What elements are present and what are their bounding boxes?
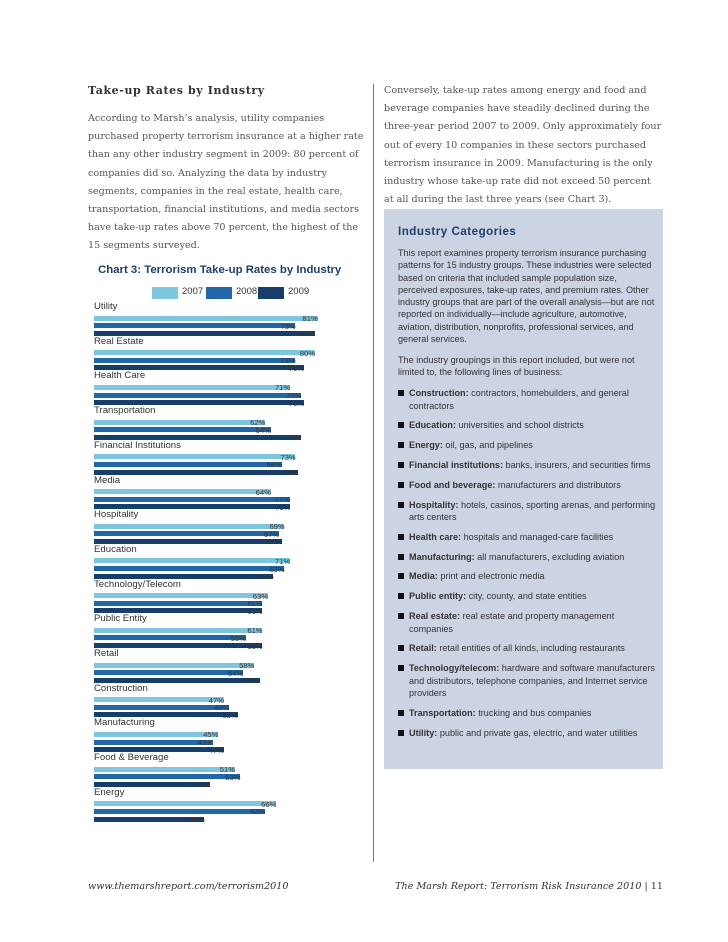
bar-hospitality-2008 <box>94 531 279 536</box>
bar-label-utility-2007: 81% <box>302 314 318 323</box>
footer-separator: | <box>641 881 651 892</box>
industry-description: hospitals and managed-care facilities <box>461 531 614 542</box>
bar-education-2007 <box>94 558 290 563</box>
bar-financial-institutions-2008 <box>94 460 282 470</box>
bar-food-beverage-2008 <box>94 774 240 779</box>
industry-list <box>398 387 660 747</box>
bar-label-energy-2009: 40% <box>189 815 205 824</box>
industry-name: Public entity: <box>409 591 467 602</box>
bar-label-construction-2009: 52% <box>222 710 238 720</box>
industry-description: real estate and property management companies <box>409 611 615 634</box>
bar-label-construction-2008: 49% <box>214 703 230 713</box>
category-label-construction: Construction <box>94 682 148 694</box>
bar-label-financial-institutions-2007: 73% <box>280 452 296 462</box>
bullet-square-icon <box>398 710 404 716</box>
bar-label-media-2007: 64% <box>255 487 271 497</box>
bar-utility-2007 <box>94 316 318 321</box>
bar-construction-2007 <box>94 697 224 702</box>
bar-real-estate-2007 <box>94 350 315 355</box>
bar-label-education-2008: 69% <box>269 564 285 574</box>
bar-label-public-entity-2007: 61% <box>247 626 263 636</box>
bar-financial-institutions-2009 <box>94 470 298 475</box>
bar-label-energy-2008: 62% <box>250 807 266 817</box>
bullet-square-icon <box>398 645 404 651</box>
bar-label-financial-institutions-2009: 74% <box>283 468 299 477</box>
bar-label-transportation-2009: 75% <box>286 433 302 443</box>
industry-name: Energy: <box>409 440 443 451</box>
industry-name: Food and beverage: <box>409 479 496 490</box>
legend-label-2008: 2008 <box>236 286 258 297</box>
bar-label-energy-2007: 66% <box>261 799 277 809</box>
bar-label-construction-2007: 47% <box>208 695 224 705</box>
bullet-square-icon <box>398 482 404 488</box>
bar-label-transportation-2008: 64% <box>255 425 271 435</box>
industry-description: print and electronic media <box>437 571 545 582</box>
sidebar-title: Industry Categories <box>398 225 517 238</box>
industry-description: banks, insurers, and securities firms <box>502 459 651 470</box>
bar-label-financial-institutions-2008: 68% <box>266 460 282 470</box>
bar-label-utility-2009: 80% <box>299 329 315 339</box>
footer-publication <box>395 881 663 892</box>
category-label-energy: Energy <box>94 786 125 798</box>
industry-description: oil, gas, and pipelines <box>442 440 533 451</box>
industry-name: Health care: <box>409 531 462 542</box>
industry-categories-box <box>384 209 663 769</box>
bar-education-2008 <box>94 566 284 571</box>
chart-title: Chart 3: Terrorism Take-up Rates by Industry <box>98 264 342 276</box>
bar-food-beverage-2007 <box>94 765 235 775</box>
bar-public-entity-2008 <box>94 635 246 640</box>
bullet-square-icon <box>398 593 404 599</box>
category-label-financial-institutions: Financial Institutions <box>94 439 181 451</box>
bar-label-public-entity-2009: 61% <box>247 641 263 651</box>
bar-label-media-2008: 71% <box>274 495 291 505</box>
bullet-square-icon <box>398 502 404 508</box>
bar-label-public-entity-2008: 55% <box>230 633 246 643</box>
industry-list-item <box>398 727 660 740</box>
footer-url: www.themarshreport.com/terrorism2010 <box>88 881 289 892</box>
bar-label-hospitality-2009: 68% <box>266 537 282 547</box>
bar-label-utility-2008: 73% <box>280 321 296 331</box>
industry-list-item <box>398 479 660 492</box>
bar-health-care-2008 <box>94 393 301 398</box>
industry-list-item <box>398 419 660 432</box>
industry-description: retail entities of all kinds, including restaurants <box>436 643 625 654</box>
bullet-square-icon <box>398 462 404 468</box>
industry-name: Financial institutions: <box>409 459 503 470</box>
bar-financial-institutions-2007 <box>94 454 295 459</box>
bar-label-hospitality-2008: 67% <box>263 529 280 539</box>
industry-description: contractors, homebuilders, and general contractors <box>409 388 629 411</box>
bar-label-food-beverage-2007: 51% <box>219 765 235 775</box>
bullet-square-icon <box>398 442 404 448</box>
left-paragraph: According to Marsh’s analysis, utility companies purchased property terrorism insurance at a higher rate than any other industry segment in 2009: 80 percent of companies did so. Analyzing the data by industry segments, companies in the real estate, health care, transportation, financial institutions, and media sectors have take-up rates above 70 percent, the highest of the 15 segments surveyed. <box>88 113 364 252</box>
bar-technology-telecom-2007 <box>94 593 268 598</box>
industry-list-item <box>398 662 660 700</box>
industry-name: Transportation: <box>409 708 476 719</box>
bar-label-manufacturing-2007: 45% <box>203 730 219 740</box>
bar-label-technology-telecom-2009: 61% <box>247 606 263 616</box>
bullet-square-icon <box>398 665 404 671</box>
industry-list-item <box>398 551 660 564</box>
bullet-square-icon <box>398 613 404 619</box>
industry-name: Retail: <box>409 643 437 654</box>
footer-publication-title: The Marsh Report: Terrorism Risk Insurance 2010 <box>395 881 642 892</box>
category-label-manufacturing: Manufacturing <box>94 717 155 729</box>
category-label-public-entity: Public Entity <box>94 613 147 625</box>
bar-label-transportation-2007: 62% <box>250 418 266 428</box>
bar-label-media-2009: 71% <box>274 502 291 512</box>
industry-list-item <box>398 459 660 472</box>
industry-list-item <box>398 590 660 603</box>
industry-description: manufacturers and distributors <box>495 479 621 490</box>
category-label-food-beverage: Food & Beverage <box>94 752 169 764</box>
industry-name: Utility: <box>409 727 438 738</box>
bar-label-health-care-2009: 76% <box>288 398 304 408</box>
industry-list-item <box>398 707 660 720</box>
bar-energy-2007 <box>94 801 276 806</box>
bar-label-retail-2009: 60% <box>244 676 260 686</box>
category-label-education: Education <box>94 543 137 555</box>
column-divider <box>373 84 374 862</box>
industry-description: hotels, casinos, sporting arenas, and performing arts centers <box>409 499 656 523</box>
bar-label-hospitality-2007: 69% <box>269 522 285 532</box>
industry-list-item <box>398 610 660 635</box>
bar-label-technology-telecom-2008: 61% <box>247 599 263 609</box>
category-label-technology-telecom: Technology/Telecom <box>94 578 181 590</box>
bar-label-health-care-2008: 75% <box>286 391 302 400</box>
industry-list-item <box>398 499 660 524</box>
category-label-utility: Utility <box>94 301 118 312</box>
bullet-square-icon <box>398 554 404 560</box>
bar-public-entity-2009 <box>94 643 262 648</box>
sidebar-lines-intro: The industry groupings in this report included, but were not limited to, the following lines of business: <box>398 355 635 378</box>
industry-name: Media: <box>409 571 438 582</box>
bar-label-education-2007: 71% <box>274 556 291 566</box>
bar-label-technology-telecom-2007: 63% <box>252 591 269 601</box>
bar-manufacturing-2008 <box>94 740 213 745</box>
bar-retail-2008 <box>94 670 243 675</box>
category-label-media: Media <box>94 474 121 486</box>
chart-bars <box>88 258 368 838</box>
bar-label-real-estate-2008: 73% <box>280 356 296 366</box>
bar-retail-2007 <box>94 663 254 668</box>
bar-label-education-2009: 65% <box>258 572 274 582</box>
bar-label-manufacturing-2008: 43% <box>197 738 213 747</box>
bullet-square-icon <box>398 730 404 736</box>
industry-list-item <box>398 642 660 655</box>
category-label-real-estate: Real Estate <box>94 335 144 347</box>
category-label-transportation: Transportation <box>94 405 156 417</box>
takeup-chart <box>88 258 368 838</box>
industry-list-item <box>398 439 660 452</box>
industry-name: Construction: <box>409 388 469 398</box>
industry-description: universities and school districts <box>455 420 584 431</box>
industry-description: public and private gas, electric, and water utilities <box>437 727 638 738</box>
bar-label-real-estate-2009: 76% <box>288 363 304 373</box>
industry-description: hardware and software manufacturers and distributors, telephone companies, and Internet service providers <box>409 663 655 699</box>
right-paragraph: Conversely, take-up rates among energy and food and beverage companies have steadily declined during the three-year period 2007 to 2009. Only approximately four out of every 10 companies in these sectors purchased terrorism insurance in 2009. Manufacturing is the only industry whose take-up rate did not exceed 50 percent at all during the last three years (see Chart 3). <box>384 85 662 206</box>
bar-label-food-beverage-2008: 53% <box>225 772 241 782</box>
bar-label-food-beverage-2009: 42% <box>194 780 211 790</box>
legend-label-2009: 2009 <box>288 286 310 297</box>
bar-utility-2008 <box>94 323 295 328</box>
bar-energy-2009 <box>94 817 204 822</box>
bar-label-manufacturing-2009: 47% <box>208 745 224 755</box>
industry-description: city, county, and state entities <box>466 591 587 602</box>
bullet-square-icon <box>398 422 404 428</box>
bar-label-health-care-2007: 71% <box>274 383 291 393</box>
industry-list-item <box>398 531 660 544</box>
industry-name: Real estate: <box>409 611 461 621</box>
bar-label-real-estate-2007: 80% <box>299 348 315 358</box>
category-label-hospitality: Hospitality <box>94 509 139 521</box>
section-heading: Take-up Rates by Industry <box>88 84 265 97</box>
bar-label-retail-2007: 58% <box>239 661 255 670</box>
industry-description: all manufacturers, excluding aviation <box>474 551 625 562</box>
page-number: 11 <box>650 881 663 892</box>
industry-description: trucking and bus companies <box>475 708 592 719</box>
legend-label-2007: 2007 <box>182 286 204 297</box>
bullet-square-icon <box>398 573 404 579</box>
category-label-health-care: Health Care <box>94 370 146 382</box>
industry-name: Hospitality: <box>409 499 459 510</box>
industry-name: Technology/telecom: <box>409 663 500 674</box>
bullet-square-icon <box>398 390 404 396</box>
sidebar-intro: This report examines property terrorism insurance purchasing patterns for 15 industry groups. These industries were selected based on criteria that included sample population size, perceived exposures, take-up rates, and premium rates. Other industry groups that are part of the overall analysis—but are not reported on individually—include agriculture, automotive, aviation, distribution, nonprofits, professional services, and general services. <box>398 248 655 345</box>
bar-label-retail-2008: 54% <box>228 668 244 678</box>
bar-transportation-2008 <box>94 427 271 432</box>
industry-name: Education: <box>409 420 456 431</box>
industry-list-item <box>398 570 660 583</box>
industry-list-item <box>398 387 660 412</box>
bar-media-2007 <box>94 489 271 494</box>
bullet-square-icon <box>398 534 404 540</box>
category-label-retail: Retail <box>94 648 119 659</box>
industry-name: Manufacturing: <box>409 551 475 562</box>
